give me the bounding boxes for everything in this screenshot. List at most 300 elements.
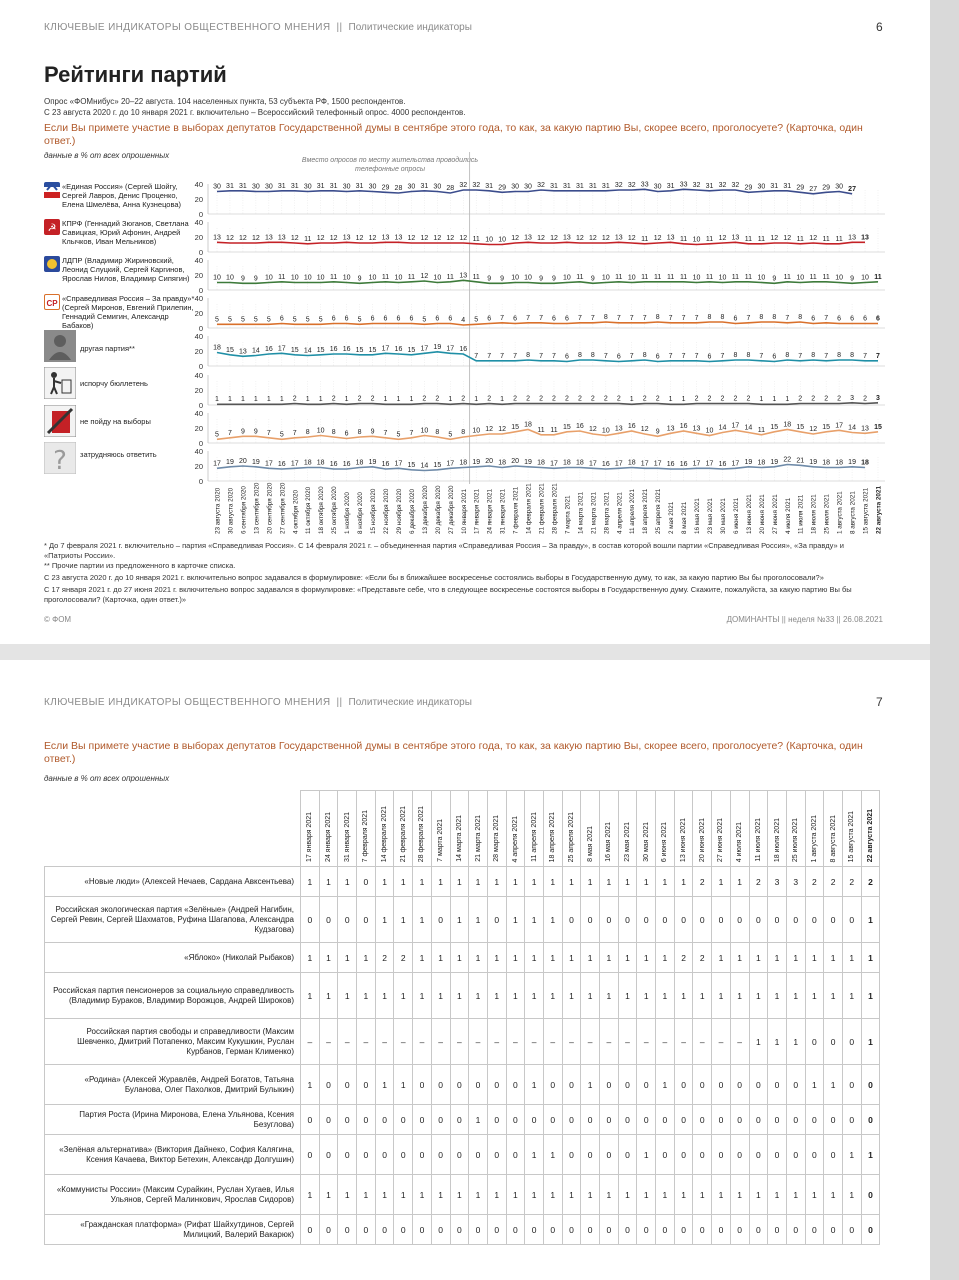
table-cell: 1 [506,897,525,943]
data-label: 18 [861,459,869,467]
legend-label: затрудняюсь ответить [80,450,157,459]
data-label: 31 [420,182,429,190]
data-label: 1 [253,396,258,403]
data-label: 16 [576,423,584,430]
date-label: 25 апреля 2021 [567,811,575,862]
data-label: 2 [798,395,803,403]
data-label: 15 [355,346,364,354]
data-label: 6 [409,315,414,323]
series-line [217,242,865,244]
data-label: 6 [396,315,401,323]
data-label: 10 [485,236,494,244]
table-cell: – [301,1019,320,1065]
table-cell: 0 [581,1105,600,1135]
table-cell: 1 [786,943,805,973]
svg-text:?: ? [53,446,67,474]
data-label: 16 [666,461,675,468]
table-cell: 0 [301,1105,320,1135]
column-header-date [357,791,376,867]
table-cell: 2 [842,867,861,897]
table-cell: 0 [824,1019,843,1065]
table-cell: 0 [357,1105,376,1135]
table-cell: 1 [319,943,338,973]
table-cell: 1 [581,1065,600,1105]
table-cell: 2 [805,867,824,897]
data-label: 15 [290,346,299,354]
data-label: 18 [757,459,766,467]
table-cell: 1 [730,867,749,897]
data-label: 15 [433,461,442,469]
data-label: 17 [381,345,390,353]
table-cell: 1 [375,897,394,943]
data-label: 11 [641,273,649,281]
data-label: 7 [474,352,479,360]
data-label: 17 [705,460,714,468]
x-tick-label: 6 июня 2021 [732,497,740,534]
data-label: 1 [448,396,453,403]
table-cell: 1 [487,867,506,897]
data-label: 10 [563,274,571,282]
data-label: 1 [474,396,479,403]
table-cell: – [637,1019,656,1065]
data-label: 5 [474,316,479,324]
data-label: 31 [601,182,610,190]
table-cell: 1 [842,973,861,1019]
data-label: 32 [718,182,727,189]
other-parties-table [44,790,880,1245]
table-cell: 1 [674,1175,693,1215]
data-label: 7 [552,352,556,360]
data-label: 12 [588,426,597,433]
table-cell: 1 [319,973,338,1019]
data-label: 11 [679,235,688,243]
data-label: 13 [666,425,675,433]
party-name: «Новые люди» (Алексей Нечаев, Сардана Авксентьева) [45,867,301,897]
table-cell: 1 [394,973,413,1019]
data-label: 6 [331,315,336,323]
column-header-date [749,791,768,867]
data-label: 5 [448,431,453,439]
data-label: 7 [500,352,505,360]
table-cell: 2 [693,943,712,973]
data-label: 5 [253,316,258,324]
y-tick-label: 20 [194,386,203,395]
table-cell: 0 [786,1135,805,1175]
table-cell: 3 [768,867,787,897]
data-label: 7 [681,314,686,322]
data-label: 6 [837,315,842,323]
data-label: 6 [616,353,621,361]
table-cell: 1 [712,867,731,897]
date-label: 8 августа 2021 [829,814,837,862]
data-label: 18 [316,459,325,467]
table-cell: 1 [805,943,824,973]
data-label: 10 [601,274,610,282]
data-label: 17 [835,422,844,430]
x-tick-label: 18 октября 2020 [318,486,326,534]
data-label: 7 [863,352,867,360]
table-cell: 0 [693,897,712,943]
data-label: 12 [627,235,636,242]
data-label: 14 [251,347,260,355]
data-label: 15 [822,423,831,431]
data-label: 3 [876,394,880,402]
table-cell: 1 [786,1019,805,1065]
table-row [45,1019,880,1065]
table-cell: 0 [581,1135,600,1175]
data-label: 2 [292,395,297,403]
table-cell: 1 [562,943,581,973]
data-label: 19 [472,458,481,466]
table-cell: 0 [338,1065,357,1105]
table-cell: 1 [730,1175,749,1215]
page-6 [0,0,930,644]
data-label: 5 [279,431,284,439]
y-tick-label: 40 [194,371,203,380]
data-label: 18 [459,459,468,467]
x-tick-label: 30 мая 2021 [719,498,727,534]
data-label: 16 [718,461,727,468]
table-cell: 0 [618,1065,637,1105]
data-label: 13 [614,234,623,242]
data-label: 15 [316,346,325,354]
table-cell: 1 [301,1175,320,1215]
data-label: 10 [692,236,701,244]
data-label: 12 [550,235,558,242]
table-cell: 0 [805,1105,824,1135]
data-label: 7 [720,352,725,360]
table-cell: 0 [730,897,749,943]
table-cell: 1 [805,1175,824,1215]
data-label: 13 [394,234,403,242]
data-label: 31 [770,182,779,190]
data-label: 5 [396,431,401,439]
table-cell: 1 [450,897,469,943]
x-tick-label: 25 июля 2021 [823,494,831,534]
legend-label: «Справедливая Россия – За правду»* (Сергей Миронов, Евгений Прилепин, Геннадий Семигин, Александр Бабаков) [62,294,195,330]
question-text: Если Вы примете участие в выборах депутатов Государственной думы в сентябре этого года, то как, за какую партию Вы, скорее всего, проголосуете? (Карточка, один ответ.) [44,122,863,147]
data-label: 31 [550,182,558,190]
data-label: 15 [407,461,416,469]
data-label: 9 [240,275,245,283]
data-label: 31 [355,182,364,190]
table-cell: 1 [301,867,320,897]
table-cell: 0 [730,1135,749,1175]
data-label: 12 [576,235,584,242]
x-tick-label: 18 июля 2021 [810,494,818,534]
data-label: 31 [316,182,325,190]
table-cell: 0 [786,1065,805,1105]
table-cell: 0 [338,1105,357,1135]
date-label: 22 августа 2021 [866,808,874,862]
x-tick-label: 27 декабря 2020 [447,485,455,534]
column-header-date [338,791,357,867]
date-label: 23 мая 2021 [624,822,632,862]
data-label: 14 [718,424,727,432]
svg-text:СР: СР [46,299,58,308]
data-label: 1 [228,396,232,403]
x-tick-label: 18 апреля 2021 [642,488,650,534]
y-tick-label: 20 [194,424,203,433]
data-label: 6 [344,430,349,438]
data-label: 13 [848,234,856,242]
y-tick-label: 0 [198,210,203,219]
series-line [217,322,878,325]
table-cell: – [600,1019,619,1065]
column-header-date [600,791,619,867]
data-label: 13 [666,234,675,242]
data-label: 33 [679,181,688,189]
table-cell: – [543,1019,562,1065]
data-label: 13 [563,234,571,242]
data-label: 33 [640,181,649,189]
table-cell: 1 [637,943,656,973]
table-cell: 0 [824,1135,843,1175]
table-cell: 1 [562,1175,581,1215]
data-label: 8 [785,352,790,359]
table-cell: 1 [618,1175,637,1215]
table-cell: 1 [581,1175,600,1215]
data-label: 6 [448,315,453,323]
table-cell: 0 [749,1215,768,1245]
table-cell: – [506,1019,525,1065]
date-label: 21 марта 2021 [474,815,482,862]
table-cell: 0 [562,897,581,943]
table-cell: 0 [487,1065,506,1105]
data-label: 11 [550,426,558,434]
data-label: 1 [215,396,219,403]
data-label: 7 [500,314,505,322]
header-left: КЛЮЧЕВЫЕ ИНДИКАТОРЫ ОБЩЕСТВЕННОГО МНЕНИЯ [44,22,331,33]
table-cell: 0 [786,1215,805,1245]
column-header-date [861,791,880,867]
table-cell: – [525,1019,544,1065]
table-corner [45,791,301,867]
data-basis: данные в % от всех опрошенных [44,151,170,160]
data-label: 12 [329,235,338,242]
data-label: 1 [266,396,271,403]
data-label: 32 [731,182,740,189]
table-cell: 1 [730,943,749,973]
data-label: 2 [435,395,440,403]
data-label: 10 [524,274,532,282]
table-cell: 0 [824,897,843,943]
data-label: 13 [342,234,351,242]
table-cell: 0 [562,1065,581,1105]
data-label: 20 [239,458,247,465]
date-label: 27 июня 2021 [717,817,725,862]
data-label: 7 [824,314,829,322]
table-cell: 0 [506,1215,525,1245]
data-label: 15 [770,423,779,431]
x-tick-label: 30 августа 2020 [227,487,235,534]
data-label: 11 [537,426,545,434]
data-label: 10 [394,274,403,282]
table-cell: 1 [861,897,880,943]
table-cell: 0 [375,1105,394,1135]
column-header-date [637,791,656,867]
data-label: 5 [292,316,297,324]
data-label: 12 [537,235,545,242]
table-cell: 1 [543,943,562,973]
y-tick-label: 20 [194,195,203,204]
date-label: 7 марта 2021 [437,819,445,862]
data-label: 15 [226,346,234,354]
data-label: 1 [629,396,634,403]
table-cell: 0 [842,1065,861,1105]
table-cell: – [581,1019,600,1065]
page-number: 7 [876,695,883,709]
data-label: 28 [446,185,455,192]
table-cell: – [450,1019,469,1065]
data-label: 6 [370,315,375,323]
table-cell: 1 [525,1175,544,1215]
data-label: 12 [433,235,442,242]
data-label: 11 [731,273,740,281]
data-label: 2 [552,395,556,403]
series-line [217,403,878,405]
data-label: 15 [511,423,519,431]
data-label: 5 [240,316,245,324]
table-cell: 0 [319,1065,338,1105]
date-label: 4 апреля 2021 [511,815,519,862]
y-tick-label: 40 [194,332,203,341]
data-label: 11 [472,273,480,281]
data-label: 2 [642,395,647,403]
data-label: 2 [837,395,842,403]
table-cell: 0 [805,1019,824,1065]
data-label: 9 [552,275,556,283]
data-label: 1 [318,396,323,403]
party-name: «Коммунисты России» (Максим Сурайкин, Руслан Хугаев, Илья Ульянов, Сергей Малинкович, Ярослав Сидоров) [45,1175,301,1215]
table-cell: 0 [842,1105,861,1135]
data-label: 10 [303,274,312,282]
column-header-date [413,791,432,867]
table-row [45,973,880,1019]
table-cell: 1 [730,973,749,1019]
data-label: 29 [822,184,831,192]
data-label: 17 [277,345,286,353]
table-cell: 0 [674,897,693,943]
table-cell: 1 [375,1175,394,1215]
table-cell: 0 [357,1065,376,1105]
table-cell: 0 [600,1135,619,1175]
x-tick-label: 8 августа 2021 [849,491,857,534]
table-cell: 1 [469,1175,488,1215]
column-header-date [693,791,712,867]
table-cell: 1 [749,1019,768,1065]
data-label: 15 [407,346,416,354]
table-cell: 0 [562,1135,581,1175]
data-label: 12 [251,235,260,242]
svg-text:☭: ☭ [47,223,57,234]
table-cell: 0 [450,1215,469,1245]
table-cell: 1 [712,973,731,1019]
data-label: 2 [733,395,738,403]
data-label: 7 [577,314,582,322]
data-label: 17 [213,460,221,468]
data-label: 27 [809,185,818,193]
data-label: 8 [772,314,777,321]
data-label: 7 [513,352,518,360]
table-cell: 0 [450,1135,469,1175]
data-label: 11 [472,235,480,243]
table-cell: 1 [656,867,675,897]
data-label: 9 [253,275,258,283]
table-cell: 2 [674,943,693,973]
page-number: 6 [876,20,883,34]
table-cell: 0 [749,1105,768,1135]
table-cell: 0 [431,1065,450,1105]
data-label: 12 [316,235,325,242]
data-label: 1 [785,396,790,403]
table-cell: 1 [525,867,544,897]
table-cell: 0 [768,1105,787,1135]
table-cell: 1 [768,1019,787,1065]
table-cell: 1 [618,973,637,1019]
table-cell: 1 [824,1065,843,1105]
data-label: 5 [228,316,232,324]
ratings-chart [0,0,930,540]
data-label: 5 [318,316,323,324]
table-cell: 1 [805,1065,824,1105]
survey-info-1: Опрос «ФОМнибус» 20–22 августа. 104 населенных пункта, 53 субъекта РФ, 1500 респондентов. [44,97,406,106]
table-cell: 1 [581,973,600,1019]
data-basis: данные в % от всех опрошенных [44,774,170,783]
data-label: 32 [692,182,701,189]
y-tick-label: 20 [194,347,203,356]
data-label: 32 [614,182,623,189]
table-row [45,1065,880,1105]
table-cell: 0 [730,1215,749,1245]
table-cell: 1 [749,1175,768,1215]
data-label: 7 [383,429,388,437]
table-cell: 1 [824,973,843,1019]
date-label: 17 января 2021 [306,811,314,862]
question-text: Если Вы примете участие в выборах депутатов Государственной думы в сентябре этого года, то как, за какую партию Вы, скорее всего, проголосуете? (Карточка, один ответ.) [44,740,863,765]
date-label: 11 июля 2021 [754,818,762,862]
table-cell: 0 [506,1065,525,1105]
data-label: 8 [798,314,803,321]
table-cell: 0 [600,1105,619,1135]
survey-info-2: С 23 августа 2020 г. до 10 января 2021 г. включительно – Всероссийский телефонный опрос. 4000 респондентов. [44,108,466,117]
table-cell: 1 [394,1065,413,1105]
table-cell: 1 [301,1065,320,1105]
data-label: 10 [342,274,351,282]
data-label: 11 [615,273,623,281]
data-label: 12 [511,235,519,242]
data-label: 6 [811,315,816,323]
table-cell: 1 [319,1175,338,1215]
data-label: 1 [305,396,310,403]
table-cell: 1 [357,943,376,973]
table-cell: 0 [562,1105,581,1135]
column-header-date [674,791,693,867]
data-label: 10 [835,274,844,282]
x-tick-label: 4 октября 2020 [292,489,300,534]
table-cell: 1 [842,1135,861,1175]
date-label: 31 января 2021 [343,811,351,862]
date-label: 15 августа 2021 [848,810,856,862]
table-cell: 1 [712,1175,731,1215]
x-tick-label: 14 марта 2021 [577,491,585,534]
table-cell: 1 [431,973,450,1019]
table-cell: 1 [842,943,861,973]
date-label: 8 мая 2021 [586,826,594,862]
data-label: 10 [420,427,429,435]
data-label: 27 [848,185,856,193]
data-label: 10 [472,427,481,435]
